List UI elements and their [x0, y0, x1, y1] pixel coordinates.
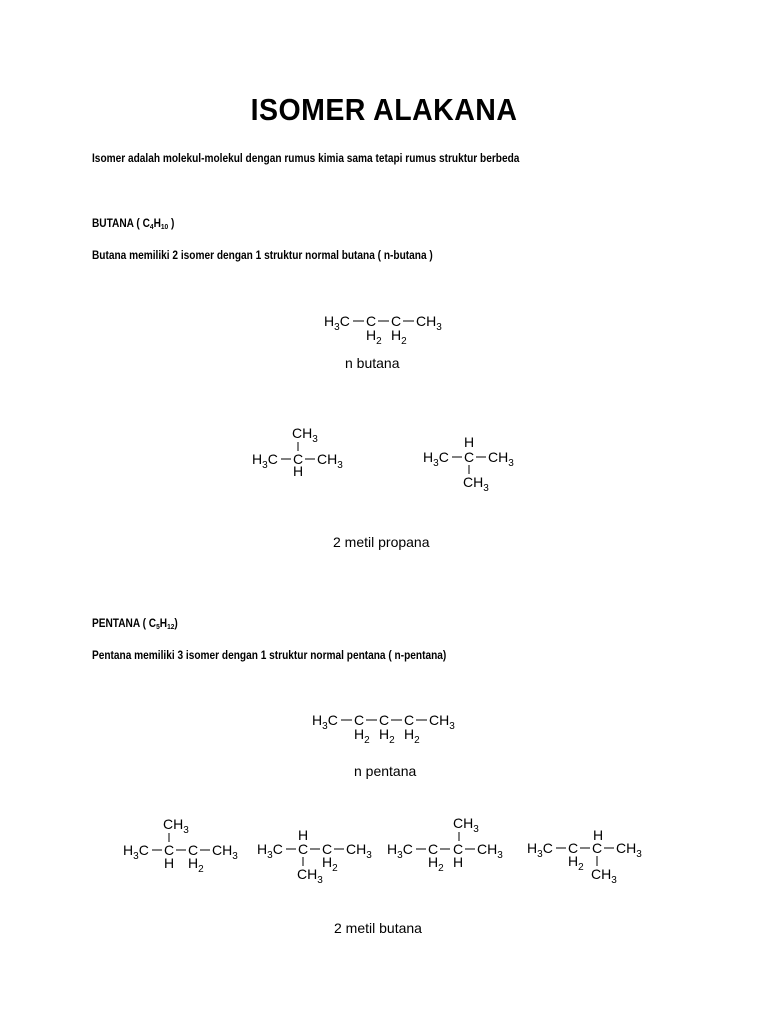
atom-h3c: $H_3C$: [312, 712, 338, 732]
pentana-heading-h: H: [159, 618, 168, 630]
n-pentana-caption: n pentana: [354, 763, 417, 779]
atom-ch3: $CH_3$: [212, 842, 238, 862]
atom-h: H: [298, 827, 309, 843]
atom-h2: $H_2$: [188, 855, 204, 875]
butana-heading-close: ): [168, 218, 175, 230]
metil-propana-caption: 2 metil propana: [333, 534, 430, 550]
atom-h3c: $H_3C$: [423, 449, 449, 469]
atom-c: C: [366, 313, 377, 329]
atom-h3c: $H_3C$: [387, 841, 413, 861]
atom-ch3: $CH_3$: [297, 866, 323, 886]
atom-ch3: $CH_3$: [163, 816, 189, 836]
atom-h2: $H_2$: [404, 726, 420, 746]
atom-c: C: [391, 313, 402, 329]
atom-h3c: $H_3C$: [324, 313, 350, 333]
atom-c: C: [164, 842, 175, 858]
atom-ch3: $CH_3$: [317, 451, 343, 471]
intro-paragraph: Isomer adalah molekul-molekul dengan rumus kimia sama tetapi rumus struktur berbeda: [92, 153, 520, 165]
atom-c: C: [322, 841, 333, 857]
pentana-description: Pentana memiliki 3 isomer dengan 1 struktur normal pentana ( n-pentana): [92, 650, 447, 662]
atom-c: C: [379, 712, 390, 728]
atom-h: H: [464, 434, 475, 450]
atom-h2: $H_2$: [379, 726, 395, 746]
butana-description: Butana memiliki 2 isomer dengan 1 struktur normal butana ( n-butana ): [92, 250, 433, 262]
atom-ch3: $CH_3$: [292, 425, 318, 445]
atom-h2: $H_2$: [428, 854, 444, 874]
n-butana-caption: n butana: [345, 355, 400, 371]
atom-c: C: [293, 451, 304, 467]
pentana-heading-c-count: 5: [156, 622, 160, 631]
atom-h: H: [453, 854, 464, 870]
atom-ch3: $CH_3$: [477, 841, 503, 861]
atom-h: H: [164, 855, 175, 871]
atom-h: H: [293, 463, 304, 479]
atom-h3c: $H_3C$: [123, 842, 149, 862]
atom-h2: $H_2$: [366, 327, 382, 347]
atom-ch3: $CH_3$: [591, 866, 617, 886]
atom-ch3: $CH_3$: [416, 313, 442, 333]
atom-c: C: [453, 841, 464, 857]
pentana-heading-close: ): [174, 618, 178, 630]
atom-c: C: [354, 712, 365, 728]
atom-c: C: [592, 840, 603, 856]
atom-c: C: [298, 841, 309, 857]
atom-h2: $H_2$: [391, 327, 407, 347]
pentana-heading-name: PENTANA ( C: [92, 618, 157, 630]
atom-c: C: [464, 449, 475, 465]
atom-h2: $H_2$: [322, 854, 338, 874]
atom-h3c: $H_3C$: [252, 451, 278, 471]
atom-c: C: [428, 841, 439, 857]
butana-heading-h: H: [153, 218, 161, 230]
butana-heading-name: BUTANA ( C: [92, 218, 150, 230]
atom-ch3: $CH_3$: [463, 474, 489, 494]
atom-c: C: [568, 840, 579, 856]
butana-heading-c-count: 4: [149, 222, 154, 231]
atom-c: C: [188, 842, 199, 858]
metil-butana-caption: 2 metil butana: [334, 920, 422, 936]
atom-ch3: $CH_3$: [616, 840, 642, 860]
atom-ch3: $CH_3$: [488, 449, 514, 469]
butana-heading-h-count: 10: [160, 222, 169, 231]
atom-ch3: $CH_3$: [453, 815, 479, 835]
atom-h2: $H_2$: [354, 726, 370, 746]
pentana-heading-h-count: 12: [167, 622, 175, 631]
atom-h3c: $H_3C$: [527, 840, 553, 860]
atom-ch3: $CH_3$: [346, 841, 372, 861]
atom-h3c: $H_3C$: [257, 841, 283, 861]
atom-c: C: [404, 712, 415, 728]
atom-ch3: $CH_3$: [429, 712, 455, 732]
atom-h2: $H_2$: [568, 853, 584, 873]
page-title: ISOMER ALAKANA: [250, 92, 518, 127]
atom-h: H: [593, 827, 604, 843]
